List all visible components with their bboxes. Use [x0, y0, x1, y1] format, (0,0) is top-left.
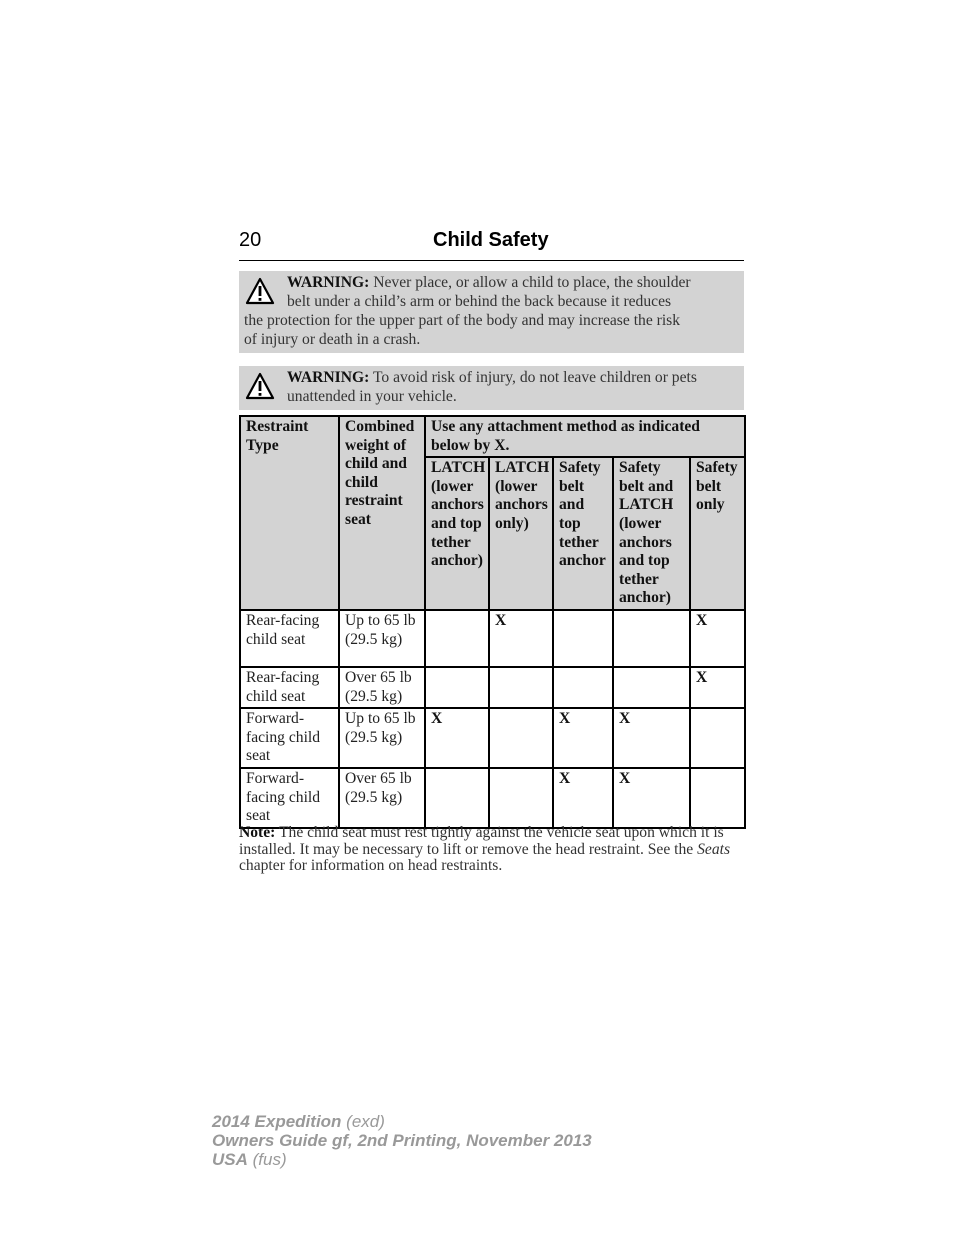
warning-triangle-icon [245, 277, 275, 305]
weight-cell: Up to 65 lb (29.5 kg) [339, 610, 425, 667]
table-row [240, 610, 745, 667]
footer-guide: Owners Guide gf, 2nd Printing, November 2013 [212, 1131, 592, 1150]
warning-text: belt under a child’s arm or behind the back because it reduces [287, 293, 672, 310]
weight-cell: Up to 65 lb (29.5 kg) [339, 708, 425, 768]
warning-text: unattended in your vehicle. [287, 388, 457, 405]
warning-box-unattended [239, 366, 744, 410]
warning-text: To avoid risk of injury, do not leave children or pets [372, 369, 697, 386]
weight-cell: Over 65 lb (29.5 kg) [339, 768, 425, 828]
restraint-type-cell: Forward-facing child seat [240, 708, 339, 768]
footer-market: USA [212, 1150, 248, 1169]
page-number: 20 [239, 229, 262, 251]
header-latch-lower-only: LATCH (lower anchors only) [489, 457, 553, 610]
header-restraint-type: Restraint Type [240, 416, 339, 610]
restraint-type-cell: Rear-facing child seat [240, 667, 339, 708]
method-mark: X [489, 610, 553, 667]
warning-box-shoulder-belt [239, 271, 744, 353]
method-mark: X [690, 610, 745, 667]
table-row [240, 768, 745, 828]
method-mark [489, 708, 553, 768]
method-mark: X [553, 768, 613, 828]
table-row [240, 708, 745, 768]
method-mark [489, 667, 553, 708]
header-belt-only: Safety belt only [690, 457, 745, 610]
method-mark [425, 667, 489, 708]
seats-chapter-reference: Seats [697, 840, 731, 858]
method-mark: X [425, 708, 489, 768]
method-mark: X [613, 708, 690, 768]
warning-label: WARNING: [287, 274, 370, 291]
method-mark [425, 768, 489, 828]
method-mark [690, 708, 745, 768]
page-footer [212, 1112, 592, 1169]
note-label: Note: [239, 824, 276, 841]
method-mark: X [613, 768, 690, 828]
method-mark [553, 610, 613, 667]
method-mark [613, 667, 690, 708]
footer-model-code: (exd) [341, 1112, 385, 1131]
weight-cell: Over 65 lb (29.5 kg) [339, 667, 425, 708]
note-paragraph [239, 825, 749, 875]
note-text: The child seat must rest tightly against the vehicle seat upon which it is installed. It may be necessary to lift or remove the head restraint. See the [239, 824, 724, 858]
table-row [240, 667, 745, 708]
warning-text: the protection for the upper part of the body and may increase the risk [244, 312, 681, 329]
method-mark: X [553, 708, 613, 768]
method-mark [613, 610, 690, 667]
footer-model: 2014 Expedition [212, 1112, 342, 1131]
method-mark: X [690, 667, 745, 708]
warning-triangle-icon [245, 372, 275, 400]
header-belt-and-latch: Safety belt and LATCH (lower anchors and top tether anchor) [613, 457, 690, 610]
warning-label: WARNING: [287, 369, 370, 386]
restraint-type-cell: Forward-facing child seat [240, 768, 339, 828]
page-header [239, 228, 744, 261]
header-attachment-method: Use any attachment method as indicated below by X. [425, 416, 745, 457]
method-mark [425, 610, 489, 667]
child-seat-attachment-table [239, 415, 746, 829]
footer-market-code: (fus) [247, 1150, 287, 1169]
method-mark [553, 667, 613, 708]
header-latch-lower-top: LATCH (lower anchors and top tether anchor) [425, 457, 489, 610]
header-combined-weight: Combined weight of child and child restraint seat [339, 416, 425, 610]
note-text: chapter for information on head restraints. [239, 857, 503, 874]
warning-text: of injury or death in a crash. [244, 331, 421, 348]
warning-text: Never place, or allow a child to place, the shoulder [373, 274, 691, 291]
header-belt-top-tether: Safety belt and top tether anchor [553, 457, 613, 610]
restraint-type-cell: Rear-facing child seat [240, 610, 339, 667]
section-title: Child Safety [433, 229, 549, 251]
method-mark [690, 768, 745, 828]
method-mark [489, 768, 553, 828]
